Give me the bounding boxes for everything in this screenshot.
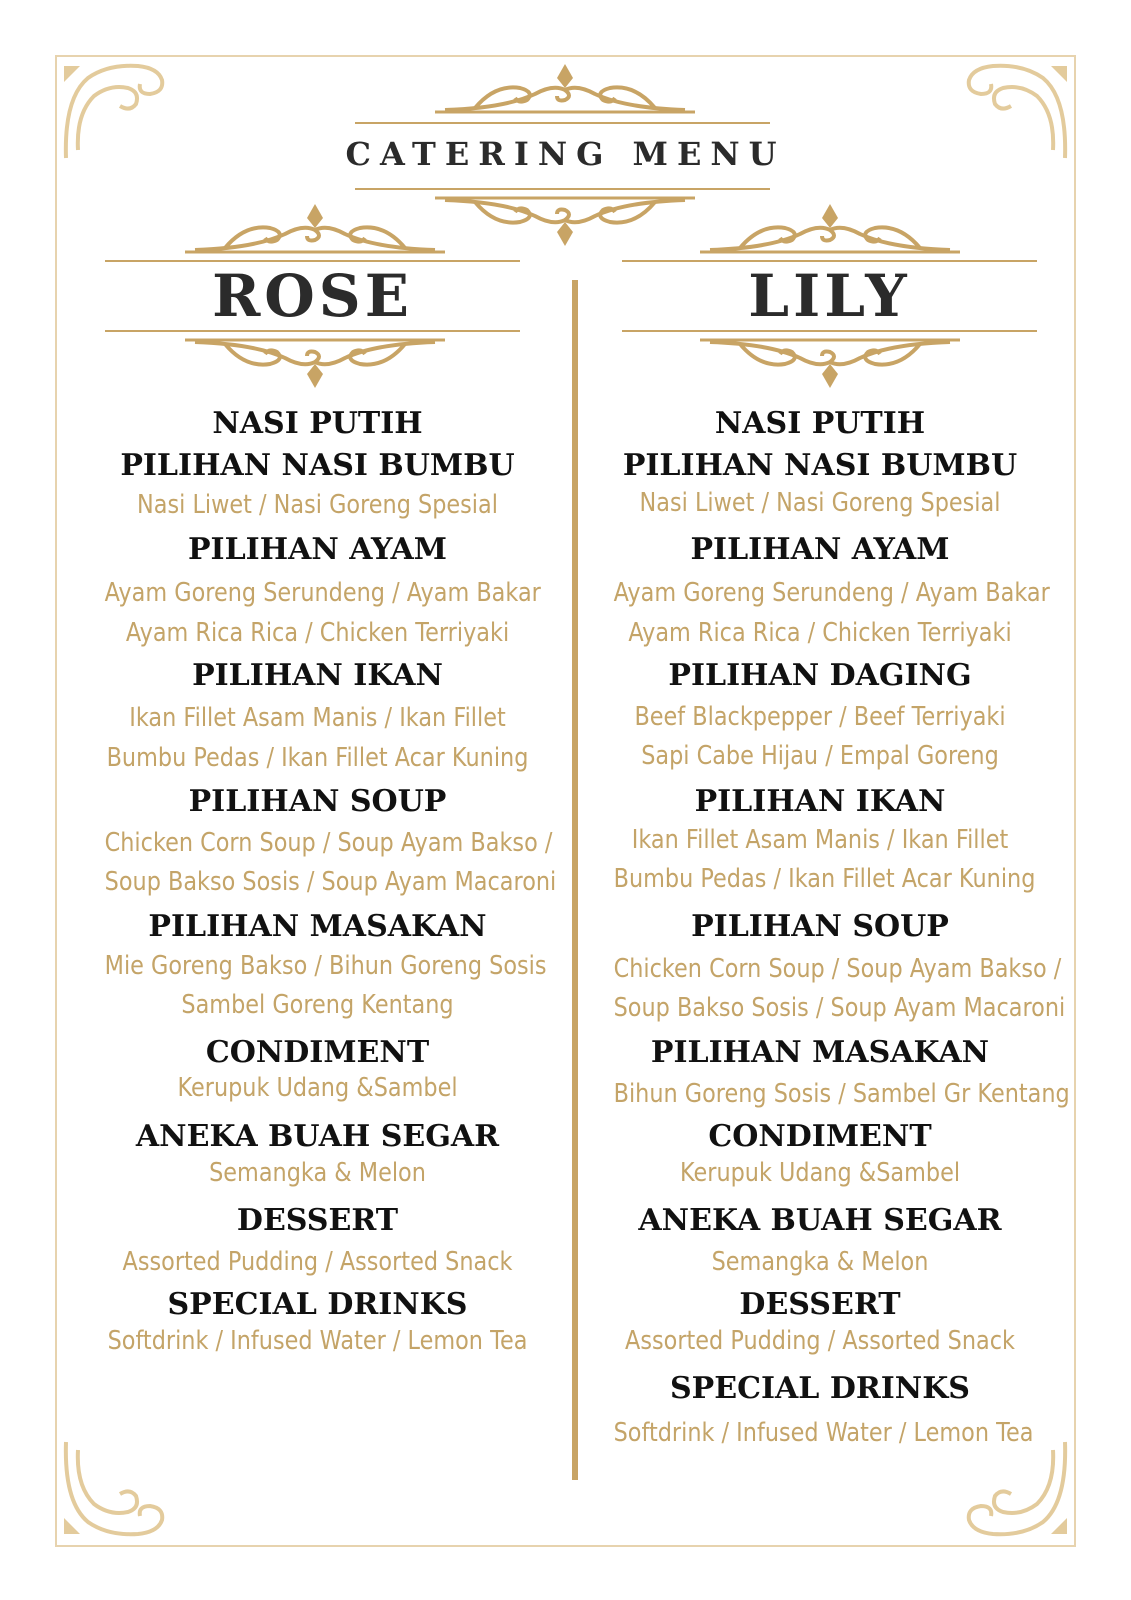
menu-item: Beef Blackpepper / Beef Terriyaki — [634, 702, 1006, 732]
menu-item: Chicken Corn Soup / Soup Ayam Bakso / — [104, 828, 553, 858]
menu-item: Nasi Liwet / Nasi Goreng Spesial — [639, 488, 1001, 518]
menu-item: Bihun Goreng Sosis / Sambel Gr Kentang — [613, 1079, 1070, 1109]
menu-item: Chicken Corn Soup / Soup Ayam Bakso / — [613, 954, 1062, 984]
menu-heading: DESSERT — [739, 1287, 901, 1322]
menu-item: Ikan Fillet Asam Manis / Ikan Fillet — [631, 825, 1009, 855]
menu-heading: PILIHAN NASI BUMBU — [622, 448, 1018, 483]
menu-item: Ayam Goreng Serundeng / Ayam Bakar — [613, 578, 1050, 608]
menu-heading: ANEKA BUAH SEGAR — [638, 1203, 1002, 1238]
menu-heading: PILIHAN IKAN — [694, 784, 946, 819]
menu-heading: PILIHAN DAGING — [668, 658, 972, 693]
menu-column-rose — [70, 0, 565, 1600]
menu-item: Soup Bakso Sosis / Soup Ayam Macaroni — [104, 867, 557, 897]
menu-item: Bumbu Pedas / Ikan Fillet Acar Kuning — [613, 864, 1036, 894]
menu-heading: CONDIMENT — [708, 1119, 932, 1154]
menu-item: Ayam Rica Rica / Chicken Terriyaki — [628, 618, 1012, 648]
menu-item: Semangka & Melon — [209, 1158, 426, 1188]
menu-heading: PILIHAN AYAM — [188, 532, 447, 567]
menu-heading: PILIHAN MASAKAN — [148, 909, 487, 944]
menu-heading: PILIHAN AYAM — [690, 532, 950, 567]
menu-item: Sapi Cabe Hijau / Empal Goreng — [641, 741, 999, 771]
menu-heading: NASI PUTIH — [212, 406, 423, 441]
column-title-rose: ROSE — [212, 262, 413, 330]
menu-item: Semangka & Melon — [711, 1247, 929, 1277]
menu-heading: DESSERT — [236, 1203, 399, 1238]
page-title: CATERING MENU — [345, 135, 786, 173]
column-divider — [572, 280, 578, 1480]
menu-item: Ayam Rica Rica / Chicken Terriyaki — [125, 618, 510, 648]
menu-heading: PILIHAN SOUP — [691, 909, 949, 944]
menu-item: Kerupuk Udang &Sambel — [177, 1073, 458, 1103]
menu-item: Kerupuk Udang &Sambel — [679, 1158, 961, 1188]
menu-item: Bumbu Pedas / Ikan Fillet Acar Kuning — [106, 743, 529, 773]
menu-heading: PILIHAN NASI BUMBU — [120, 448, 515, 483]
menu-item: Ikan Fillet Asam Manis / Ikan Fillet — [129, 703, 506, 733]
menu-heading: SPECIAL DRINKS — [167, 1287, 468, 1322]
menu-item: Softdrink / Infused Water / Lemon Tea — [613, 1418, 1034, 1448]
menu-item: Sambel Goreng Kentang — [181, 990, 454, 1020]
menu-heading: SPECIAL DRINKS — [670, 1371, 970, 1406]
menu-item: Assorted Pudding / Assorted Snack — [625, 1326, 1015, 1356]
menu-heading: PILIHAN MASAKAN — [650, 1035, 990, 1070]
column-title-lily: LILY — [748, 262, 911, 330]
menu-heading: PILIHAN SOUP — [188, 784, 447, 819]
menu-item: Mie Goreng Bakso / Bihun Goreng Sosis — [104, 951, 547, 981]
menu-item: Soup Bakso Sosis / Soup Ayam Macaroni — [613, 993, 1066, 1023]
menu-heading: CONDIMENT — [205, 1035, 430, 1070]
menu-heading: PILIHAN IKAN — [192, 658, 443, 693]
menu-item: Assorted Pudding / Assorted Snack — [122, 1247, 513, 1277]
menu-heading: ANEKA BUAH SEGAR — [135, 1119, 500, 1154]
menu-item: Softdrink / Infused Water / Lemon Tea — [107, 1326, 528, 1356]
menu-heading: NASI PUTIH — [714, 406, 926, 441]
menu-item: Nasi Liwet / Nasi Goreng Spesial — [137, 490, 498, 520]
menu-column-lily — [580, 0, 1070, 1600]
menu-item: Ayam Goreng Serundeng / Ayam Bakar — [104, 578, 541, 608]
